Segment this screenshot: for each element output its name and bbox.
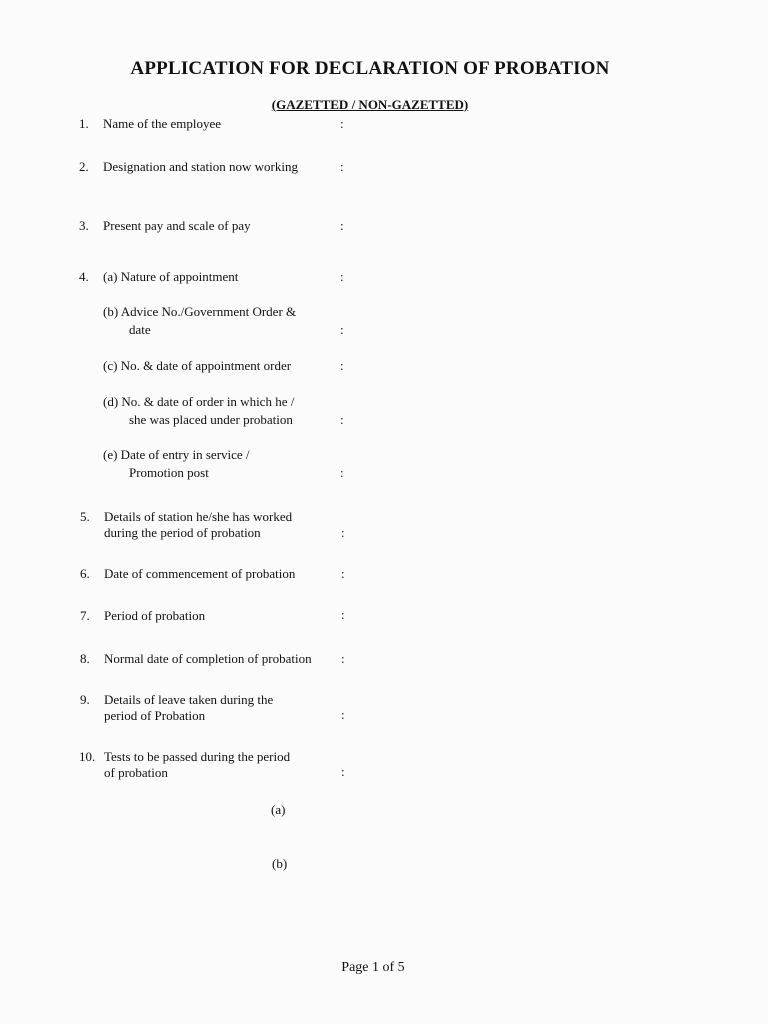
item-label-commencement-date: Date of commencement of probation [104, 566, 296, 581]
page-footer: Page 1 of 5 [341, 960, 405, 975]
item-number: 8. [80, 651, 90, 666]
colon: : [341, 525, 345, 540]
item-label-advice-no: (b) Advice No./Government Order & [103, 304, 297, 319]
colon: : [341, 566, 345, 581]
item-label-nature-of-appointment: (a) Nature of appointment [103, 269, 239, 284]
item-label-date-of-entry-cont: Promotion post [129, 465, 209, 480]
item-label-designation: Designation and station now working [103, 159, 298, 174]
item-label-tests: Tests to be passed during the period [104, 749, 291, 764]
item-label-station-details-cont: during the period of probation [104, 525, 261, 540]
colon: : [340, 322, 344, 337]
item-number: 5. [80, 509, 90, 524]
item-number: 4. [79, 269, 89, 284]
item-number: 3. [79, 218, 89, 233]
item-label-date-of-entry: (e) Date of entry in service / [103, 447, 250, 462]
colon: : [341, 607, 345, 622]
item-number: 2. [79, 159, 89, 174]
item-label-tests-cont: of probation [104, 765, 168, 780]
form-title: APPLICATION FOR DECLARATION OF PROBATION [130, 58, 610, 79]
colon: : [340, 218, 344, 233]
item-number: 1. [79, 116, 89, 131]
item-label-station-details: Details of station he/she has worked [104, 509, 293, 524]
item-label-leave-details: Details of leave taken during the [104, 692, 274, 707]
colon: : [340, 159, 344, 174]
item-number: 9. [80, 692, 90, 707]
colon: : [340, 269, 344, 284]
item-label-employee-name: Name of the employee [103, 116, 222, 131]
colon: : [340, 358, 344, 373]
item-label-probation-order-cont: she was placed under probation [129, 412, 293, 427]
colon: : [341, 651, 345, 666]
colon: : [341, 764, 345, 779]
colon: : [340, 465, 344, 480]
item-number: 10. [79, 749, 96, 764]
colon: : [340, 116, 344, 131]
item-number: 6. [80, 566, 90, 581]
colon: : [341, 707, 345, 722]
item-label-period-of-probation: Period of probation [104, 608, 206, 623]
test-part-b: (b) [272, 856, 288, 871]
item-label-leave-details-cont: period of Probation [104, 708, 206, 723]
item-label-completion-date: Normal date of completion of probation [104, 651, 312, 666]
colon: : [340, 412, 344, 427]
item-label-appointment-order: (c) No. & date of appointment order [103, 358, 292, 373]
item-number: 7. [80, 608, 90, 623]
item-label-probation-order: (d) No. & date of order in which he / [103, 394, 295, 409]
form-subtitle: (GAZETTED / NON-GAZETTED) [271, 97, 469, 112]
item-label-advice-no-cont: date [129, 322, 151, 337]
item-label-present-pay: Present pay and scale of pay [103, 218, 251, 233]
test-part-a: (a) [271, 802, 286, 817]
